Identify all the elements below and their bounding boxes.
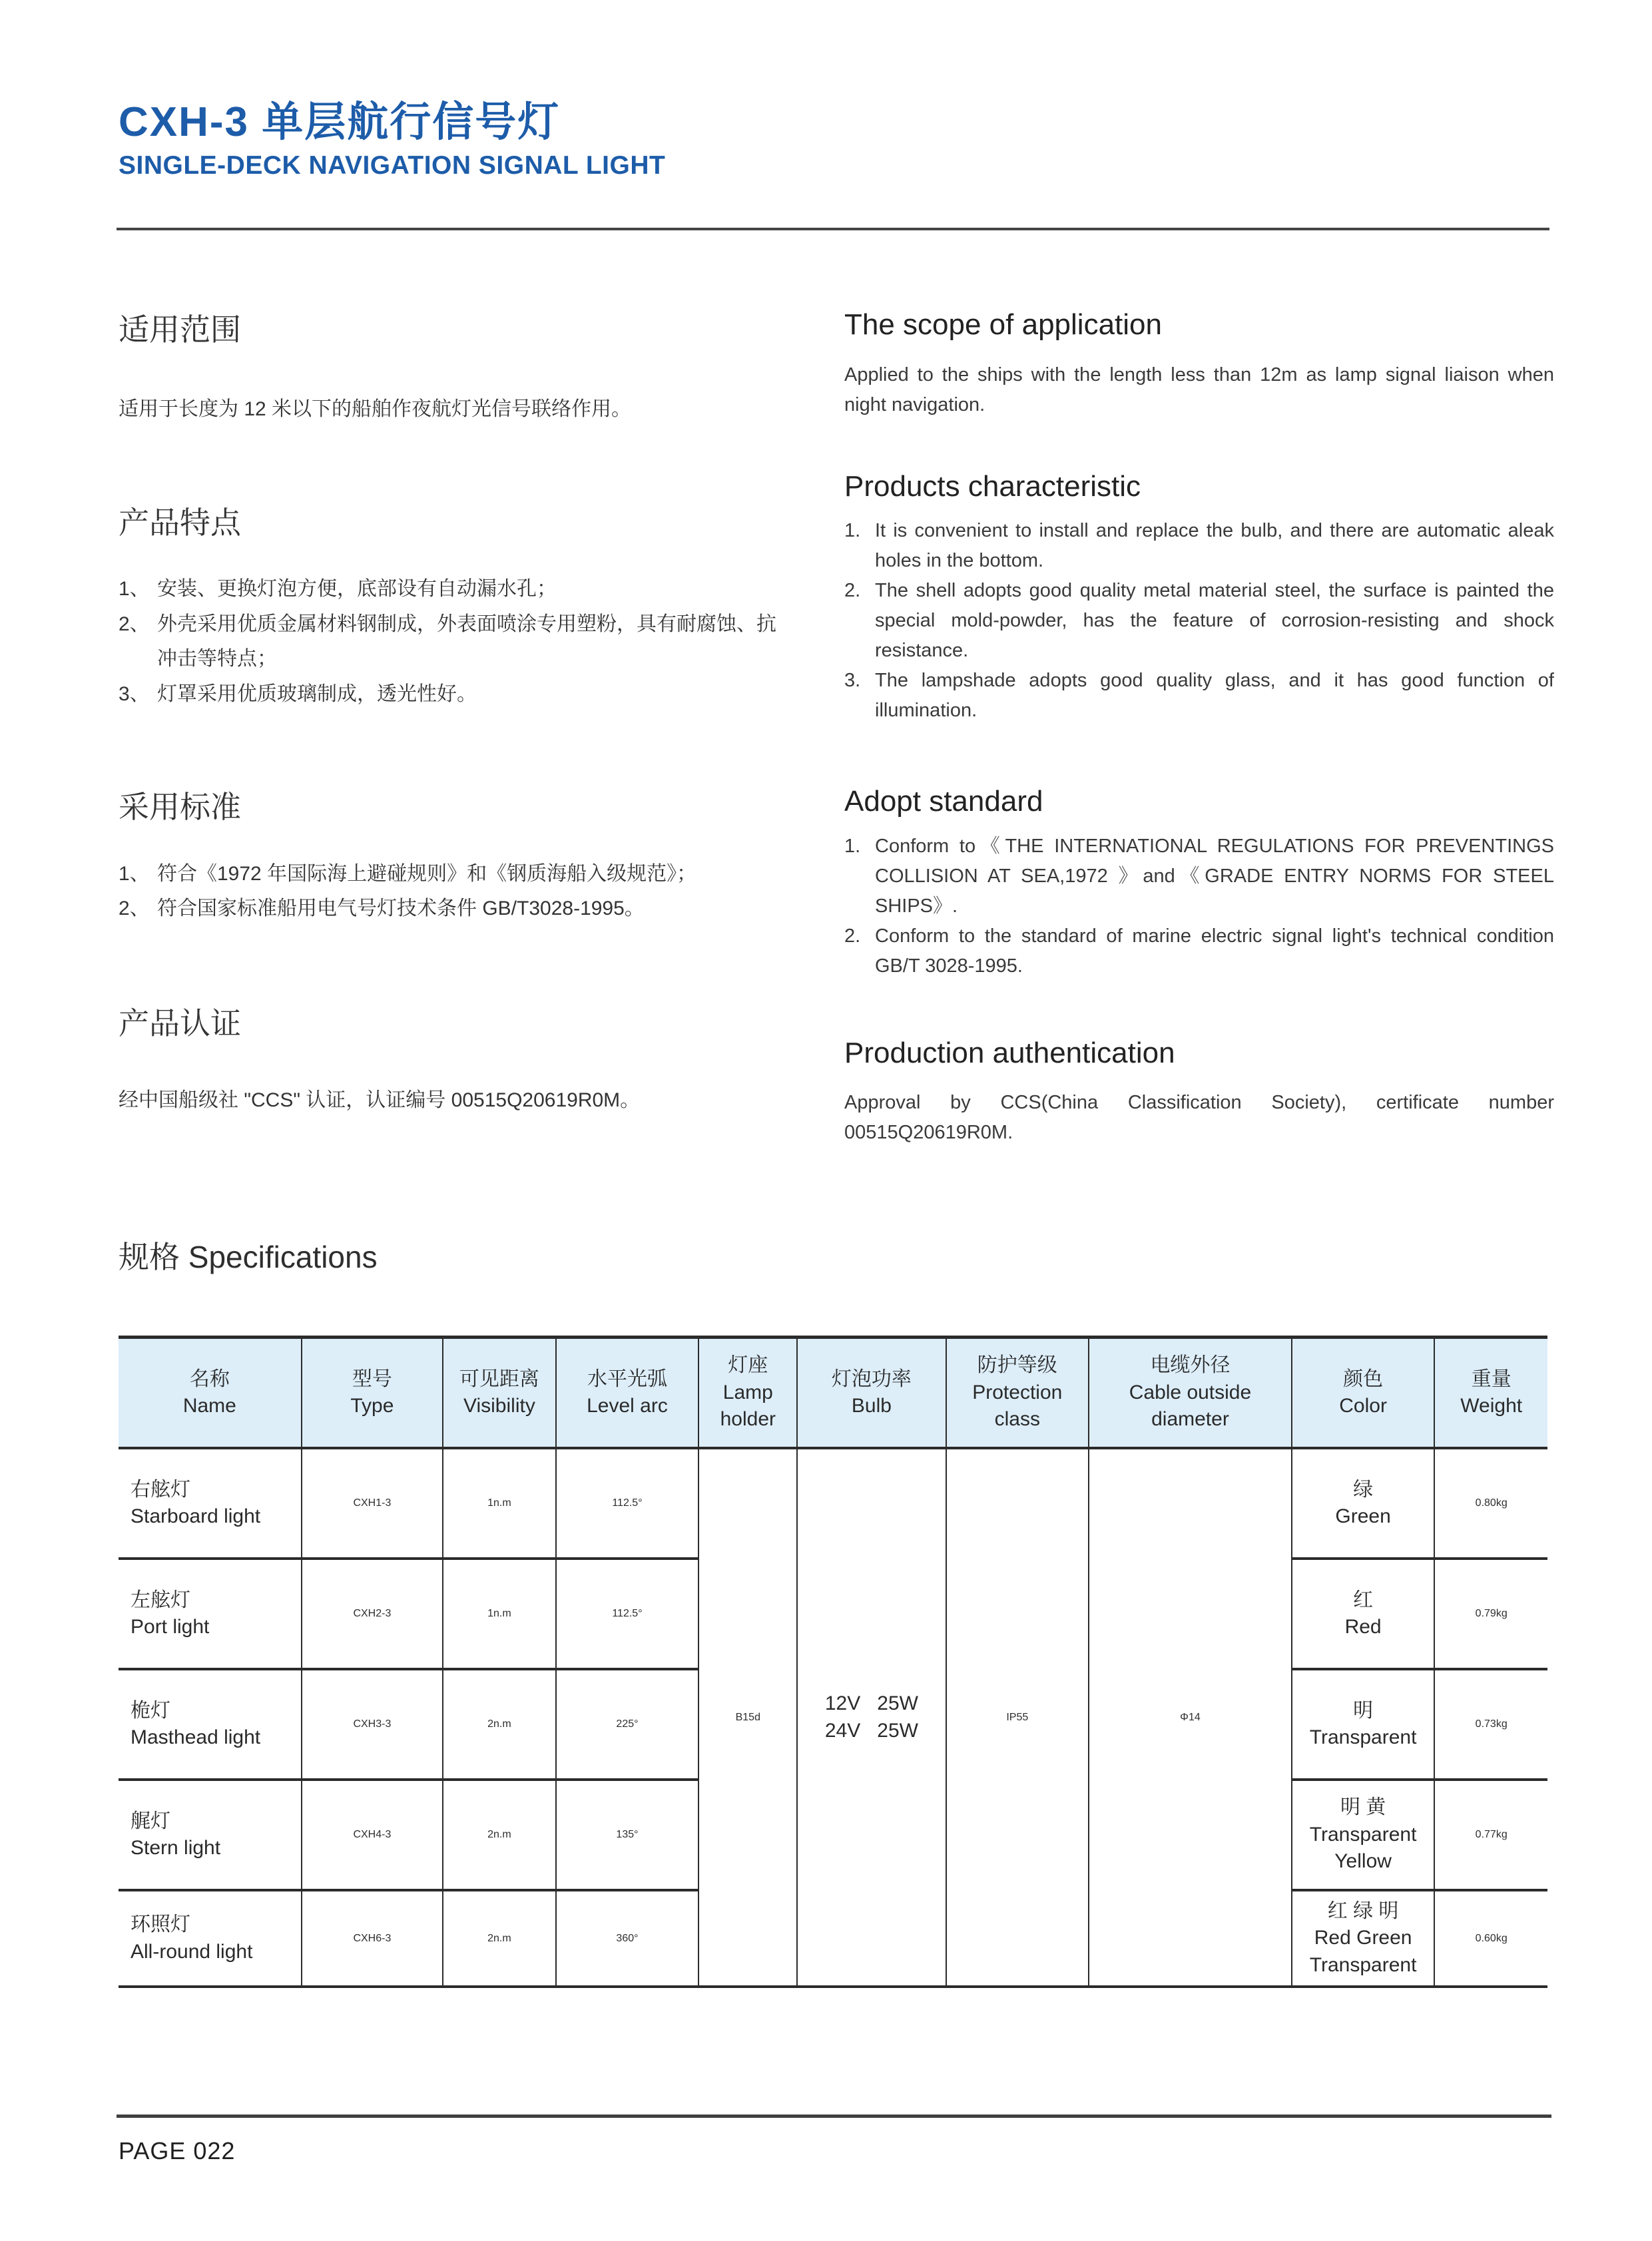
col-header-en: Visibility — [463, 1395, 535, 1417]
col-header-zh: 名称 — [189, 1368, 230, 1390]
list-item-number: 1、 — [119, 578, 150, 601]
specifications-section — [119, 1233, 1547, 1988]
col-header-zh: 防护等级 — [977, 1354, 1057, 1377]
page-number: PAGE 022 — [119, 2137, 236, 2164]
specifications-heading: 规格 Specifications — [119, 1240, 378, 1274]
col-header-zh: 可见距离 — [459, 1368, 539, 1390]
cell-color-en: Red — [1344, 1616, 1382, 1638]
col-header-en: Weight — [1460, 1395, 1523, 1417]
cell-name-zh: 桅灯 — [131, 1699, 170, 1722]
list-item-text: 安装、更换灯泡方便，底部设有自动漏水孔； — [157, 578, 557, 601]
col-header-en: Type — [350, 1395, 394, 1417]
features-list-zh — [119, 572, 784, 712]
col-header-en: Level arc — [587, 1395, 668, 1417]
cell-weight: 0.79kg — [1434, 1559, 1547, 1669]
cell-name-zh: 右舷灯 — [131, 1478, 190, 1501]
col-header-en: Protection class — [972, 1381, 1063, 1431]
section-title-scope-zh: 适用范围 — [119, 312, 241, 347]
list-item-text: The shell adopts good quality metal material steel, the surface is painted the special mold-powder, has the feature of corrosion-resisting and shock resistance. — [875, 580, 1554, 662]
section-title-features-en: Products characteristic — [844, 469, 1141, 503]
cell-color-en: Red Green Transparent — [1309, 1927, 1417, 1976]
cell-color-zh: 红 绿 明 — [1327, 1899, 1399, 1922]
page-title-zh: CXH-3 单层航行信号灯 — [119, 99, 561, 145]
cell-protection-merged: IP55 — [946, 1448, 1089, 1987]
cell-color — [1292, 1559, 1435, 1669]
list-item — [119, 572, 784, 607]
col-header-zh: 型号 — [352, 1368, 392, 1390]
cell-color-zh: 绿 — [1353, 1478, 1374, 1501]
table-row — [119, 1448, 1547, 1559]
col-header-bulb — [797, 1338, 946, 1449]
list-item-text: Conform to《THE INTERNATIONAL REGULATIONS FOR PREVENTINGS COLLISION AT SEA,1972 》and《GRADE ENTRY NORMS FOR STEEL SHIPS》. — [875, 835, 1554, 917]
section-body-scope-zh: 适用于长度为 12 米以下的船舶作夜航灯光信号联络作用。 — [119, 398, 632, 421]
cell-level-arc: 225° — [556, 1669, 699, 1780]
cell-name — [119, 1669, 302, 1780]
col-header-level-arc — [556, 1338, 699, 1449]
cell-name-en: Starboard light — [131, 1505, 261, 1527]
standards-list-zh — [119, 857, 784, 927]
list-item-text: 灯罩采用优质玻璃制成，透光性好。 — [157, 682, 477, 705]
col-header-zh: 颜色 — [1343, 1368, 1384, 1390]
cell-lamp-holder-merged: B15d — [698, 1448, 797, 1987]
cell-cable-merged: Φ14 — [1089, 1448, 1292, 1987]
section-title-scope-en: The scope of application — [844, 308, 1162, 341]
col-header-weight — [1434, 1338, 1547, 1449]
cell-weight: 0.80kg — [1434, 1448, 1547, 1559]
list-item — [844, 921, 1554, 981]
list-item-number: 2、 — [119, 897, 150, 920]
cell-name — [119, 1448, 302, 1559]
list-item-number: 2. — [844, 580, 861, 602]
section-body-auth-en: Approval by CCS(China Classification Society), certificate number 00515Q20619R0M. — [844, 1092, 1554, 1144]
table-header-row — [119, 1338, 1547, 1449]
cell-level-arc: 112.5° — [556, 1448, 699, 1559]
list-item-number: 3. — [844, 670, 861, 692]
cell-color — [1292, 1780, 1435, 1890]
cell-type: CXH3-3 — [302, 1669, 443, 1780]
column-chinese — [119, 312, 784, 1117]
col-header-en: Color — [1339, 1395, 1387, 1417]
section-title-features-zh: 产品特点 — [119, 505, 241, 541]
col-header-visibility — [443, 1338, 556, 1449]
cell-color-zh: 明 — [1353, 1699, 1374, 1722]
cell-name-en: All-round light — [131, 1940, 253, 1963]
cell-color — [1292, 1448, 1435, 1559]
col-header-name — [119, 1338, 302, 1449]
cell-visibility: 2n.m — [443, 1780, 556, 1890]
list-item-text: It is convenient to install and replace the bulb, and there are automatic aleak holes in the bottom. — [875, 520, 1554, 572]
list-item — [119, 677, 784, 712]
cell-level-arc: 135° — [556, 1780, 699, 1890]
cell-name-en: Stern light — [131, 1837, 221, 1859]
list-item — [119, 857, 784, 892]
section-title-auth-en: Production authentication — [844, 1036, 1175, 1069]
list-item-number: 1. — [844, 520, 861, 542]
cell-color — [1292, 1890, 1435, 1987]
col-header-en: Bulb — [851, 1395, 892, 1417]
bulb-line-2: 24V 25W — [824, 1719, 918, 1742]
col-header-zh: 电缆外径 — [1150, 1354, 1231, 1377]
list-item — [119, 891, 784, 927]
cell-color-zh: 明 黄 — [1340, 1796, 1386, 1819]
doc-header — [119, 99, 665, 180]
cell-type: CXH1-3 — [302, 1448, 443, 1559]
bulb-line-1: 12V 25W — [824, 1692, 918, 1714]
cell-visibility: 2n.m — [443, 1669, 556, 1780]
cell-name-en: Masthead light — [131, 1726, 261, 1748]
cell-type: CXH6-3 — [302, 1890, 443, 1987]
list-item-number: 3、 — [119, 682, 150, 705]
features-list-en — [844, 516, 1554, 726]
col-header-zh: 重量 — [1471, 1368, 1512, 1390]
col-header-color — [1292, 1338, 1435, 1449]
cell-name-en: Port light — [131, 1616, 210, 1638]
list-item-number: 1. — [844, 835, 861, 857]
cell-visibility: 1n.m — [443, 1559, 556, 1669]
cell-color-en: Green — [1335, 1505, 1391, 1527]
col-header-en: Cable outside diameter — [1129, 1381, 1252, 1431]
cell-weight: 0.60kg — [1434, 1890, 1547, 1987]
section-title-auth-zh: 产品认证 — [119, 1005, 241, 1041]
list-item-text: 符合《1972 年国际海上避碰规则》和《钢质海船入级规范》； — [157, 862, 697, 885]
standards-list-en — [844, 832, 1554, 981]
list-item-text: Conform to the standard of marine electric signal light's technical condition GB/T 3028-1995. — [875, 925, 1554, 977]
list-item — [119, 607, 784, 677]
cell-color-en: Transparent Yellow — [1309, 1823, 1417, 1873]
cell-name — [119, 1780, 302, 1890]
cell-color-zh: 红 — [1353, 1589, 1374, 1611]
col-header-lamp-holder — [698, 1338, 797, 1449]
col-header-zh: 水平光弧 — [587, 1368, 667, 1390]
footer-divider — [117, 2115, 1551, 2118]
cell-level-arc: 360° — [556, 1890, 699, 1987]
cell-level-arc: 112.5° — [556, 1559, 699, 1669]
cell-name-zh: 环照灯 — [131, 1913, 190, 1935]
section-body-auth-zh: 经中国船级社 "CCS" 认证，认证编号 00515Q20619R0M。 — [119, 1089, 641, 1111]
list-item — [844, 666, 1554, 726]
cell-type: CXH2-3 — [302, 1559, 443, 1669]
specifications-table — [119, 1336, 1547, 1988]
cell-type: CXH4-3 — [302, 1780, 443, 1890]
column-english — [844, 308, 1554, 1148]
list-item-number: 1、 — [119, 862, 150, 885]
cell-weight: 0.73kg — [1434, 1669, 1547, 1780]
list-item-number: 2、 — [119, 613, 150, 635]
page-title-en: SINGLE-DECK NAVIGATION SIGNAL LIGHT — [119, 151, 666, 180]
list-item — [844, 832, 1554, 921]
cell-color — [1292, 1669, 1435, 1780]
section-title-standard-zh: 采用标准 — [119, 790, 241, 825]
cell-visibility: 2n.m — [443, 1890, 556, 1987]
cell-name — [119, 1890, 302, 1987]
list-item — [844, 576, 1554, 666]
cell-visibility: 1n.m — [443, 1448, 556, 1559]
list-item-number: 2. — [844, 925, 861, 947]
col-header-protection — [946, 1338, 1089, 1449]
col-header-type — [302, 1338, 443, 1449]
list-item — [844, 516, 1554, 576]
cell-weight: 0.77kg — [1434, 1780, 1547, 1890]
header-divider — [117, 228, 1549, 230]
cell-name-zh: 艉灯 — [131, 1810, 170, 1832]
cell-bulb-merged — [797, 1448, 946, 1987]
col-header-en: Name — [182, 1395, 236, 1417]
col-header-cable — [1089, 1338, 1292, 1449]
list-item-text: The lampshade adopts good quality glass, and it has good function of illumination. — [875, 670, 1554, 722]
list-item-text: 外壳采用优质金属材料钢制成，外表面喷涂专用塑粉，具有耐腐蚀、抗冲击等特点； — [157, 613, 776, 670]
list-item-text: 符合国家标准船用电气号灯技术条件 GB/T3028-1995。 — [157, 897, 645, 920]
col-header-zh: 灯泡功率 — [831, 1368, 912, 1390]
cell-color-en: Transparent — [1309, 1726, 1417, 1748]
col-header-en: Lamp holder — [720, 1381, 776, 1431]
section-title-standard-en: Adopt standard — [844, 785, 1043, 818]
col-header-zh: 灯座 — [728, 1354, 768, 1377]
section-body-scope-en: Applied to the ships with the length less than 12m as lamp signal liaison when night navigation. — [844, 364, 1554, 415]
cell-name-zh: 左舷灯 — [131, 1589, 190, 1611]
cell-name — [119, 1559, 302, 1669]
